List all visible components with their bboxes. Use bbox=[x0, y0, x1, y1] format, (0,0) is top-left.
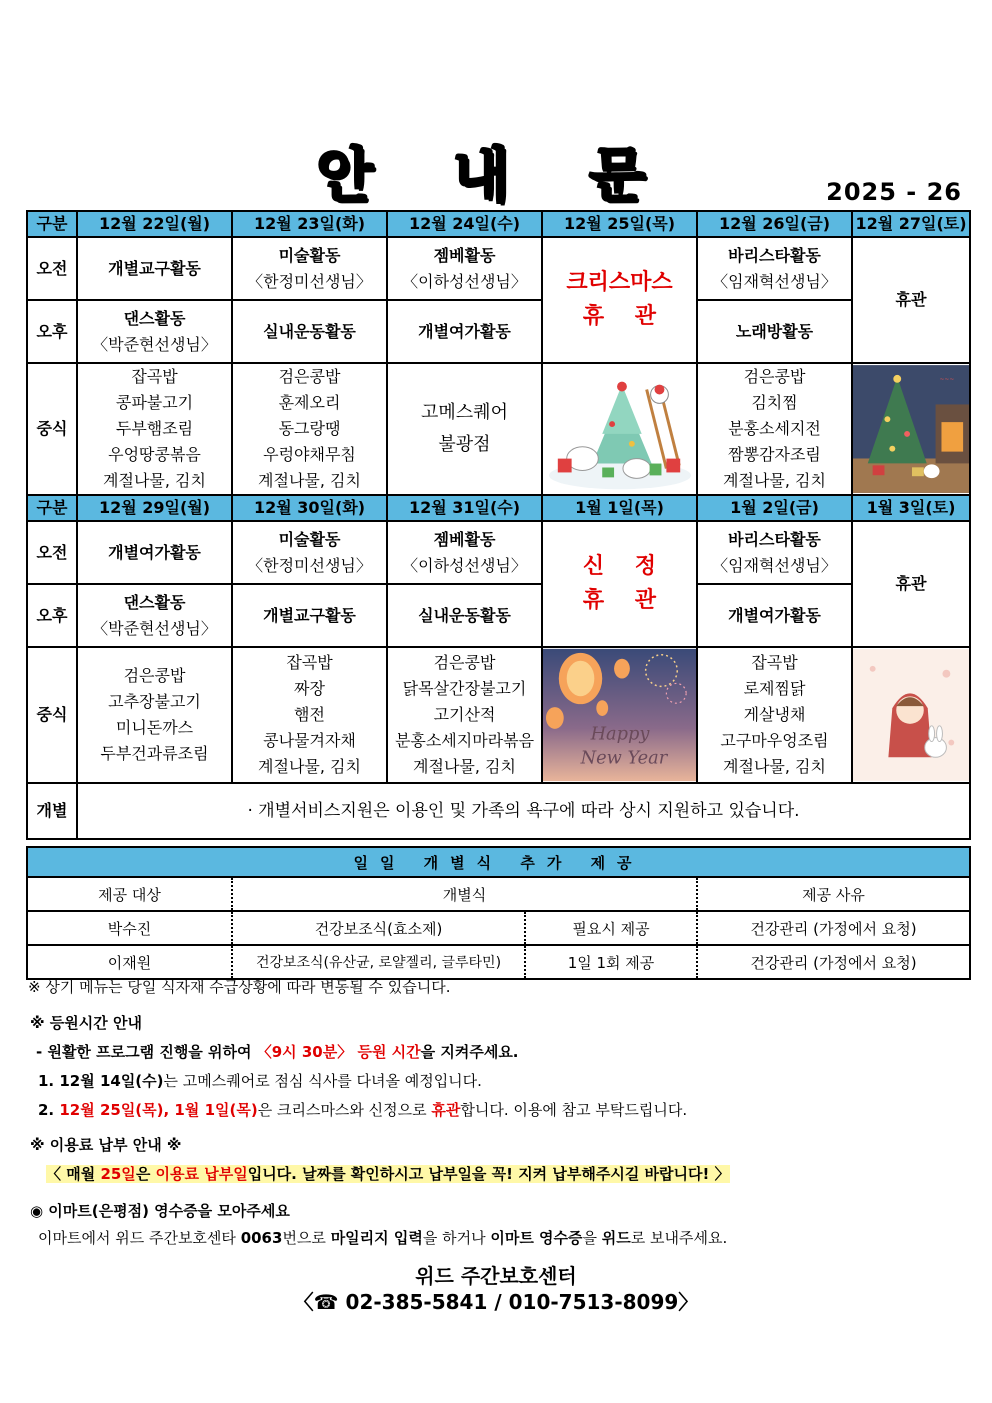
menu-item: 잡곡밥 bbox=[131, 367, 178, 386]
activity-title: 바리스타활동 bbox=[728, 529, 821, 549]
menu-item: 짜장 bbox=[294, 679, 325, 698]
header-cell: 12월 27일(토) bbox=[852, 211, 970, 237]
extra-meal-header-row bbox=[27, 877, 970, 911]
emart-code: 0063 bbox=[240, 1229, 283, 1247]
fee-title: ※ 이용료 납부 안내 ※ bbox=[30, 1136, 182, 1154]
menu-cell bbox=[697, 363, 852, 495]
fee-post: 입니다. 날짜를 확인하시고 납부일을 꼭! 지켜 납부해주시길 바랍니다! 〉 bbox=[247, 1165, 730, 1183]
activity-cell: 실내운동활동 bbox=[232, 300, 387, 363]
teacher-name: 〈한정미선생님〉 bbox=[247, 271, 372, 291]
menu-item: 고메스퀘어 bbox=[421, 402, 508, 423]
row-label: 오후 bbox=[27, 584, 77, 647]
fee-line bbox=[46, 1163, 730, 1184]
column-header: 제공 사유 bbox=[697, 877, 970, 911]
menu-item: 잡곡밥 bbox=[286, 653, 333, 672]
activity-cell bbox=[77, 584, 232, 647]
notice-item-2 bbox=[38, 1099, 687, 1120]
arrival-line bbox=[36, 1041, 519, 1062]
menu-item: 짬뽕감자조림 bbox=[728, 445, 821, 464]
holiday-name: 크리스마스 bbox=[566, 270, 673, 295]
activity-cell bbox=[387, 521, 542, 584]
row-label: 중식 bbox=[27, 647, 77, 783]
column-header: 제공 대상 bbox=[27, 877, 232, 911]
svg-text:~~~: ~~~ bbox=[939, 376, 955, 383]
meal-frequency: 1일 1회 제공 bbox=[525, 945, 697, 979]
activity-title: 젬베활동 bbox=[433, 245, 496, 265]
header-cell: 1월 1일(목) bbox=[542, 495, 697, 521]
week1-lunch-row bbox=[27, 363, 970, 495]
row-label: 오전 bbox=[27, 521, 77, 584]
arrival-time: 〈9시 30분〉 등원 시간 bbox=[256, 1043, 421, 1061]
meal-type: 건강보조식(유산균, 로얄젤리, 글루타민) bbox=[232, 945, 525, 979]
activity-cell bbox=[77, 300, 232, 363]
week1-pm-row bbox=[27, 300, 970, 363]
activity-cell bbox=[697, 521, 852, 584]
activity-cell: 개별교구활동 bbox=[232, 584, 387, 647]
menu-item: 우렁야채무침 bbox=[263, 445, 356, 464]
activity-title: 바리스타활동 bbox=[728, 245, 821, 265]
menu-item: 콩파불고기 bbox=[115, 393, 194, 412]
new-year-text: New Year bbox=[580, 748, 668, 769]
menu-item: 게살냉채 bbox=[743, 705, 806, 724]
activity-title: 미술활동 bbox=[278, 245, 341, 265]
header-cell: 12월 24일(수) bbox=[387, 211, 542, 237]
emart-text: 이마트에서 위드 주간보호센타 bbox=[38, 1229, 241, 1247]
page-title: 안 내 문 bbox=[316, 141, 676, 209]
menu-cell bbox=[77, 363, 232, 495]
menu-item: 계절나물, 김치 bbox=[103, 471, 206, 490]
week2-pm-row bbox=[27, 584, 970, 647]
emart-bold: 이마트 영수증 bbox=[490, 1229, 583, 1247]
activity-cell: 노래방활동 bbox=[697, 300, 852, 363]
holiday-closed: 휴 관 bbox=[582, 304, 657, 329]
closed-cell: 휴관 bbox=[852, 521, 970, 647]
week1-header-row bbox=[27, 211, 970, 237]
menu-item: 계절나물, 김치 bbox=[413, 757, 516, 776]
week2-lunch-row bbox=[27, 647, 970, 783]
emart-text: 을 bbox=[582, 1229, 602, 1247]
menu-cell bbox=[387, 647, 542, 783]
schedule-table bbox=[26, 210, 971, 840]
meal-reason: 건강관리 (가정에서 요청) bbox=[697, 945, 970, 979]
emart-title: ◉ 이마트(은평점) 영수증을 모아주세요 bbox=[30, 1202, 290, 1220]
fee-mid: 은 bbox=[135, 1165, 156, 1183]
row-label: 중식 bbox=[27, 363, 77, 495]
holiday-cell bbox=[542, 237, 697, 363]
menu-item: 동그랑땡 bbox=[278, 419, 341, 438]
arrival-post: 을 지켜주세요. bbox=[420, 1043, 519, 1061]
header-cell: 12월 30일(화) bbox=[232, 495, 387, 521]
menu-item: 닭목살간장불고기 bbox=[402, 679, 527, 698]
column-header: 개별식 bbox=[232, 877, 697, 911]
center-phone: 〈☎ 02-385-5841 / 010-7513-8099〉 bbox=[293, 1290, 699, 1314]
teacher-name: 〈한정미선생님〉 bbox=[247, 555, 372, 575]
closed-cell: 휴관 bbox=[852, 237, 970, 363]
item-number: 2. bbox=[38, 1101, 60, 1119]
item2-mid: 은 크리스마스와 신정으로 bbox=[257, 1101, 432, 1119]
header-cell: 12월 23일(화) bbox=[232, 211, 387, 237]
menu-item: 불광점 bbox=[438, 434, 491, 455]
menu-item: 잡곡밥 bbox=[751, 653, 798, 672]
extra-meal-title-row bbox=[27, 847, 970, 877]
menu-item: 검은콩밥 bbox=[278, 367, 341, 386]
menu-item: 우엉땅콩볶음 bbox=[108, 445, 201, 464]
activity-title: 젬베활동 bbox=[433, 529, 496, 549]
menu-cell bbox=[232, 647, 387, 783]
menu-item: 계절나물, 김치 bbox=[258, 471, 361, 490]
menu-cell bbox=[387, 363, 542, 495]
header-cell: 12월 25일(목) bbox=[542, 211, 697, 237]
activity-cell: 개별여가활동 bbox=[697, 584, 852, 647]
center-name: 위드 주간보호센터 bbox=[415, 1264, 577, 1288]
activity-cell bbox=[232, 521, 387, 584]
notice-item-1 bbox=[38, 1070, 482, 1091]
menu-item: 검은콩밥 bbox=[433, 653, 496, 672]
menu-item: 두부건과류조림 bbox=[100, 744, 209, 763]
header-cell: 12월 31일(수) bbox=[387, 495, 542, 521]
girl-illustration bbox=[852, 647, 970, 783]
menu-item: 계절나물, 김치 bbox=[723, 471, 826, 490]
emart-bold: 마일리지 입력 bbox=[330, 1229, 423, 1247]
extra-meal-title: 일일 개별식 추가 제공 bbox=[27, 847, 970, 877]
week2-am-row bbox=[27, 521, 970, 584]
activity-cell: 개별교구활동 bbox=[77, 237, 232, 300]
teacher-name: 〈임재혁선생님〉 bbox=[712, 271, 837, 291]
menu-item: 두부햄조림 bbox=[115, 419, 194, 438]
teacher-name: 〈박준현선생님〉 bbox=[92, 334, 217, 354]
header-cell: 1월 3일(토) bbox=[852, 495, 970, 521]
menu-item: 훈제오리 bbox=[278, 393, 341, 412]
christmas-room-illustration bbox=[852, 363, 970, 495]
menu-item: 김치찜 bbox=[751, 393, 798, 412]
header-cell: 구분 bbox=[27, 211, 77, 237]
activity-cell: 실내운동활동 bbox=[387, 584, 542, 647]
arrival-pre: - 원활한 프로그램 진행을 위하여 bbox=[36, 1043, 257, 1061]
emart-text: 로 보내주세요. bbox=[630, 1229, 728, 1247]
menu-item: 검은콩밥 bbox=[123, 666, 186, 685]
emart-bold: 위드 bbox=[601, 1229, 631, 1247]
week2-header-row bbox=[27, 495, 970, 521]
teacher-name: 〈이하성선생님〉 bbox=[402, 555, 527, 575]
item1-date: 12월 14일(수) bbox=[59, 1072, 164, 1090]
menu-item: 분홍소세지마라볶음 bbox=[394, 731, 535, 750]
meal-reason: 건강관리 (가정에서 요청) bbox=[697, 911, 970, 945]
menu-item: 고기산적 bbox=[433, 705, 496, 724]
item2-rest: 합니다. 이용에 참고 부탁드립니다. bbox=[460, 1101, 688, 1119]
fee-highlight bbox=[46, 1165, 730, 1183]
holiday-cell bbox=[542, 521, 697, 647]
holiday-name: 신 정 bbox=[582, 554, 657, 579]
girl-and-bunny-image bbox=[853, 648, 969, 782]
table-row bbox=[27, 911, 970, 945]
emart-text: 번으로 bbox=[282, 1229, 331, 1247]
header-cell: 구분 bbox=[27, 495, 77, 521]
arrival-title: ※ 등원시간 안내 bbox=[30, 1014, 142, 1032]
menu-item: 햄전 bbox=[294, 705, 325, 724]
row-label: 오전 bbox=[27, 237, 77, 300]
activity-cell bbox=[387, 237, 542, 300]
menu-item: 미니돈까스 bbox=[115, 718, 194, 737]
menu-item: 콩나물겨자채 bbox=[263, 731, 356, 750]
christmas-room-image bbox=[853, 364, 969, 494]
week-number: 2025 - 26 bbox=[826, 178, 962, 206]
activity-title: 댄스활동 bbox=[123, 592, 186, 612]
item2-closed: 휴관 bbox=[431, 1101, 461, 1119]
individual-text: · 개별서비스지원은 이용인 및 가족의 욕구에 따라 상시 지원하고 있습니다. bbox=[77, 783, 970, 839]
meal-frequency: 필요시 제공 bbox=[525, 911, 697, 945]
fee-payday: 이용료 납부일 bbox=[155, 1165, 248, 1183]
happy-text: Happy bbox=[590, 724, 650, 745]
menu-note: ※ 상기 메뉴는 당일 식자재 수급상황에 따라 변동될 수 있습니다. bbox=[28, 978, 451, 996]
header-cell: 12월 29일(월) bbox=[77, 495, 232, 521]
teacher-name: 〈박준현선생님〉 bbox=[92, 618, 217, 638]
menu-item: 고추장불고기 bbox=[108, 692, 201, 711]
menu-item: 분홍소세지전 bbox=[728, 419, 821, 438]
christmas-tree-image bbox=[543, 364, 696, 494]
menu-cell bbox=[77, 647, 232, 783]
menu-item: 검은콩밥 bbox=[743, 367, 806, 386]
meal-type: 건강보조식(효소제) bbox=[232, 911, 525, 945]
header-cell: 1월 2일(금) bbox=[697, 495, 852, 521]
menu-item: 계절나물, 김치 bbox=[723, 757, 826, 776]
header-cell: 12월 26일(금) bbox=[697, 211, 852, 237]
item1-text: 는 고메스퀘어로 점심 식사를 다녀올 예정입니다. bbox=[163, 1072, 482, 1090]
christmas-illustration bbox=[542, 363, 697, 495]
header-cell: 12월 22일(월) bbox=[77, 211, 232, 237]
item2-dates: 12월 25일(목), 1월 1일(목) bbox=[59, 1101, 258, 1119]
activity-title: 댄스활동 bbox=[123, 308, 186, 328]
extra-meal-table bbox=[26, 846, 971, 980]
new-year-illustration bbox=[542, 647, 697, 783]
menu-item: 로제찜닭 bbox=[743, 679, 806, 698]
fee-pre: 〈 매월 bbox=[46, 1165, 101, 1183]
item-number: 1. bbox=[38, 1072, 60, 1090]
emart-line bbox=[38, 1227, 727, 1248]
recipient-name: 박수진 bbox=[27, 911, 232, 945]
teacher-name: 〈임재혁선생님〉 bbox=[712, 555, 837, 575]
menu-cell bbox=[232, 363, 387, 495]
activity-cell: 개별여가활동 bbox=[77, 521, 232, 584]
row-label: 오후 bbox=[27, 300, 77, 363]
menu-item: 계절나물, 김치 bbox=[258, 757, 361, 776]
table-row bbox=[27, 945, 970, 979]
menu-item: 고구마우엉조림 bbox=[720, 731, 829, 750]
activity-cell: 개별여가활동 bbox=[387, 300, 542, 363]
new-year-lanterns-image bbox=[543, 648, 696, 782]
week1-am-row bbox=[27, 237, 970, 300]
teacher-name: 〈이하성선생님〉 bbox=[402, 271, 527, 291]
activity-cell bbox=[232, 237, 387, 300]
row-label: 개별 bbox=[27, 783, 77, 839]
holiday-closed: 휴 관 bbox=[582, 588, 657, 613]
activity-cell bbox=[697, 237, 852, 300]
fee-day: 25일 bbox=[100, 1165, 136, 1183]
activity-title: 미술활동 bbox=[278, 529, 341, 549]
individual-row bbox=[27, 783, 970, 839]
emart-text: 을 하거나 bbox=[422, 1229, 491, 1247]
menu-cell bbox=[697, 647, 852, 783]
recipient-name: 이재원 bbox=[27, 945, 232, 979]
